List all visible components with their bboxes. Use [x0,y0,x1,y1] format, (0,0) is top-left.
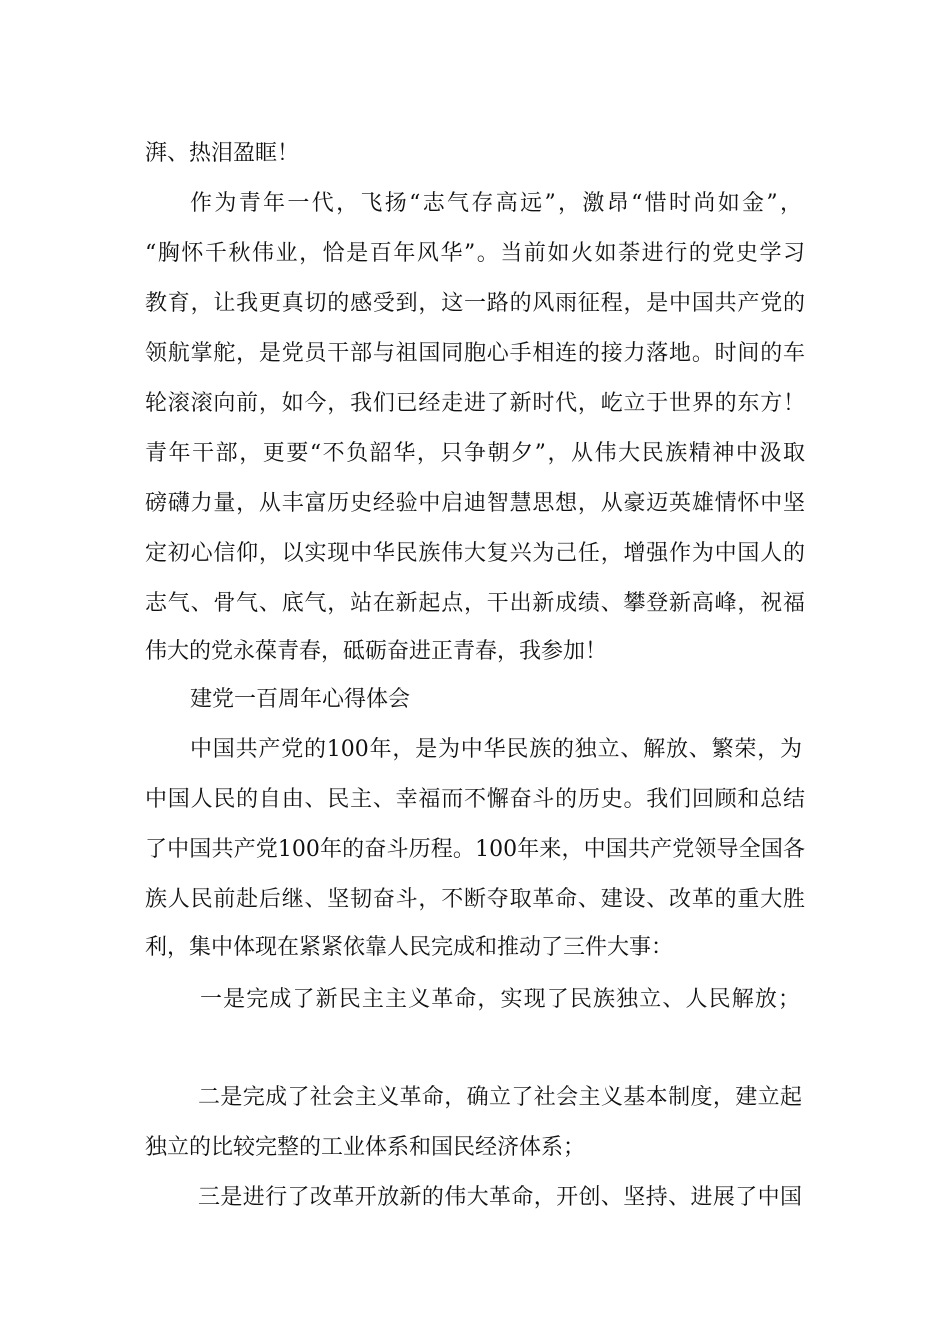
list-item: 二是完成了社会主义革命，确立了社会主义基本制度，建立起 [198,1085,802,1110]
list-item: 三是进行了改革开放新的伟大革命，开创、坚持、进展了中国 [198,1185,802,1210]
text-line: 轮滚滚向前，如今，我们已经走进了新时代，屹立于世界的东方！ [145,391,805,416]
text-line: 定初心信仰，以实现中华民族伟大复兴为己任，增强作为中国人的 [145,541,805,566]
text-line: 磅礴力量，从丰富历史经验中启迪智慧思想，从豪迈英雄情怀中坚 [145,491,805,516]
section-heading: 建党一百周年心得体会 [190,687,411,712]
text-line: 青年干部，更要“不负韶华，只争朝夕”，从伟大民族精神中汲取 [145,441,805,466]
text-line: 族人民前赴后继、坚韧奋斗，不断夺取革命、建设、改革的重大胜 [145,887,805,912]
list-item: 一是完成了新民主主义革命，实现了民族独立、人民解放； [200,987,800,1012]
text-line: 独立的比较完整的工业体系和国民经济体系； [145,1135,586,1160]
text-line: 了中国共产党100年的奋斗历程。100年来，中国共产党领导全国各 [145,837,805,862]
text-line: 教育，让我更真切的感受到，这一路的风雨征程，是中国共产党的 [145,291,805,316]
text-line: 作为青年一代，飞扬“志气存高远”，激昂“惜时尚如金”， [190,191,802,216]
text-line: 利，集中体现在紧紧依靠人民完成和推动了三件大事： [145,935,674,960]
text-line: 领航掌舵，是党员干部与祖国同胞心手相连的接力落地。时间的车 [145,341,805,366]
text-line: 湃、热泪盈眶！ [145,141,300,166]
text-line: “胸怀千秋伟业，恰是百年风华”。当前如火如荼进行的党史学习 [145,241,805,266]
text-line: 志气、骨气、底气，站在新起点，干出新成绩、攀登新高峰，祝福 [145,591,805,616]
text-line: 中国共产党的100年，是为中华民族的独立、解放、繁荣，为 [190,737,802,762]
text-line: 伟大的党永葆青春，砥砺奋进正青春，我参加！ [145,639,608,664]
text-line: 中国人民的自由、民主、幸福而不懈奋斗的历史。我们回顾和总结 [145,787,805,812]
